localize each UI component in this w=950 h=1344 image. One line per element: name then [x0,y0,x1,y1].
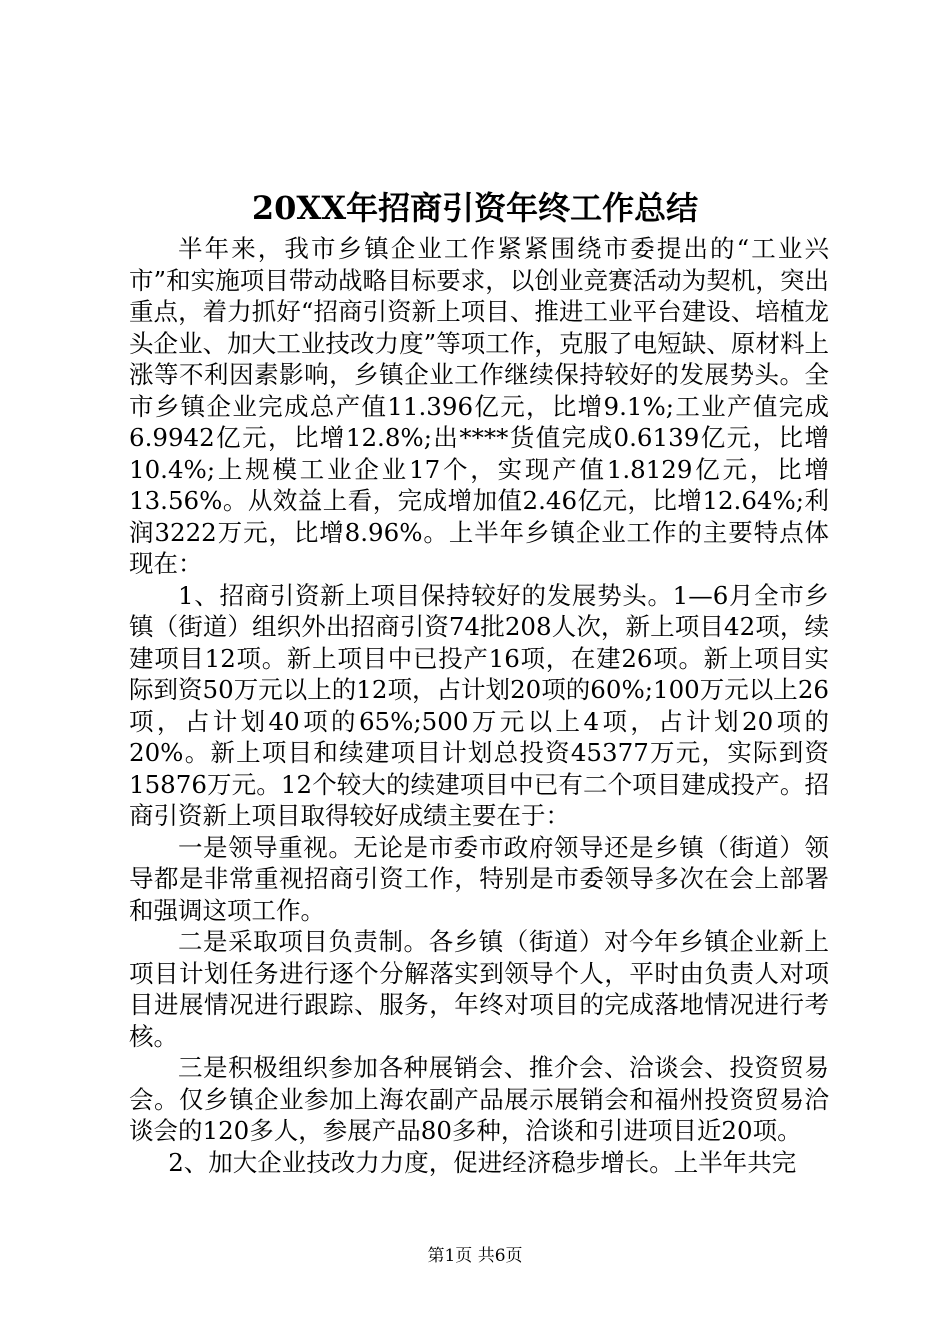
document-body [129,233,829,1178]
paragraph-intro: 半年来，我市乡镇企业工作紧紧围绕市委提出的“工业兴市”和实施项目带动战略目标要求，以创业竞赛活动为契机，突出重点，着力抓好“招商引资新上项目、推进工业平台建设、培植龙头企业、加大工业技改力度”等项工作，克服了电短缺、原材料上涨等不利因素影响，乡镇企业工作继续保持较好的发展势头。全市乡镇企业完成总产值11.396亿元，比增9.1%;工业产值完成6.9942亿元，比增12.8%;出****货值完成0.6139亿元，比增10.4%;上规模工业企业17个，实现产值1.8129亿元，比增13.56%。从效益上看，完成增加值2.46亿元，比增12.64%;利润3222万元，比增8.96%。上半年乡镇企业工作的主要特点体现在： [129,234,829,578]
paragraph-point-1: 一是领导重视。无论是市委市政府领导还是乡镇（街道）领导都是非常重视招商引资工作，特别是市委领导多次在会上部署和强调这项工作。 [129,832,829,925]
page-number: 第1页 共6页 [427,1246,523,1266]
paragraph-section-2: 2、加大企业技改力力度，促进经济稳步增长。上半年共完 [168,1147,797,1177]
paragraph-point-3: 三是积极组织参加各种展销会、推介会、洽谈会、投资贸易会。仅乡镇企业参加上海农副产品展示展销会和福州投资贸易洽谈会的120多人，参展产品80多种，洽谈和引进项目近20项。 [129,1053,829,1145]
paragraph-section-1: 1、招商引资新上项目保持较好的发展势头。1—6月全市乡镇（街道）组织外出招商引资74批208人次，新上项目42项，续建项目12项。新上项目中已投产16项，在建26项。新上项目实际到资50万元以上的12项，占计划20项的60%;100万元以上26项，占计划40项的65%;500万元以上4项，占计划20项的20%。新上项目和续建项目计划总投资45377万元，实际到资15876万元。12个较大的续建项目中已有二个项目建成投产。招商引资新上项目取得较好成绩主要在于： [129,580,829,830]
paragraph-point-2: 二是采取项目负责制。各乡镇（街道）对今年乡镇企业新上项目计划任务进行逐个分解落实到领导个人，平时由负责人对项目进展情况进行跟踪、服务，年终对项目的完成落地情况进行考核。 [129,927,829,1051]
document-title: 20XX年招商引资年终工作总结 [251,189,699,227]
